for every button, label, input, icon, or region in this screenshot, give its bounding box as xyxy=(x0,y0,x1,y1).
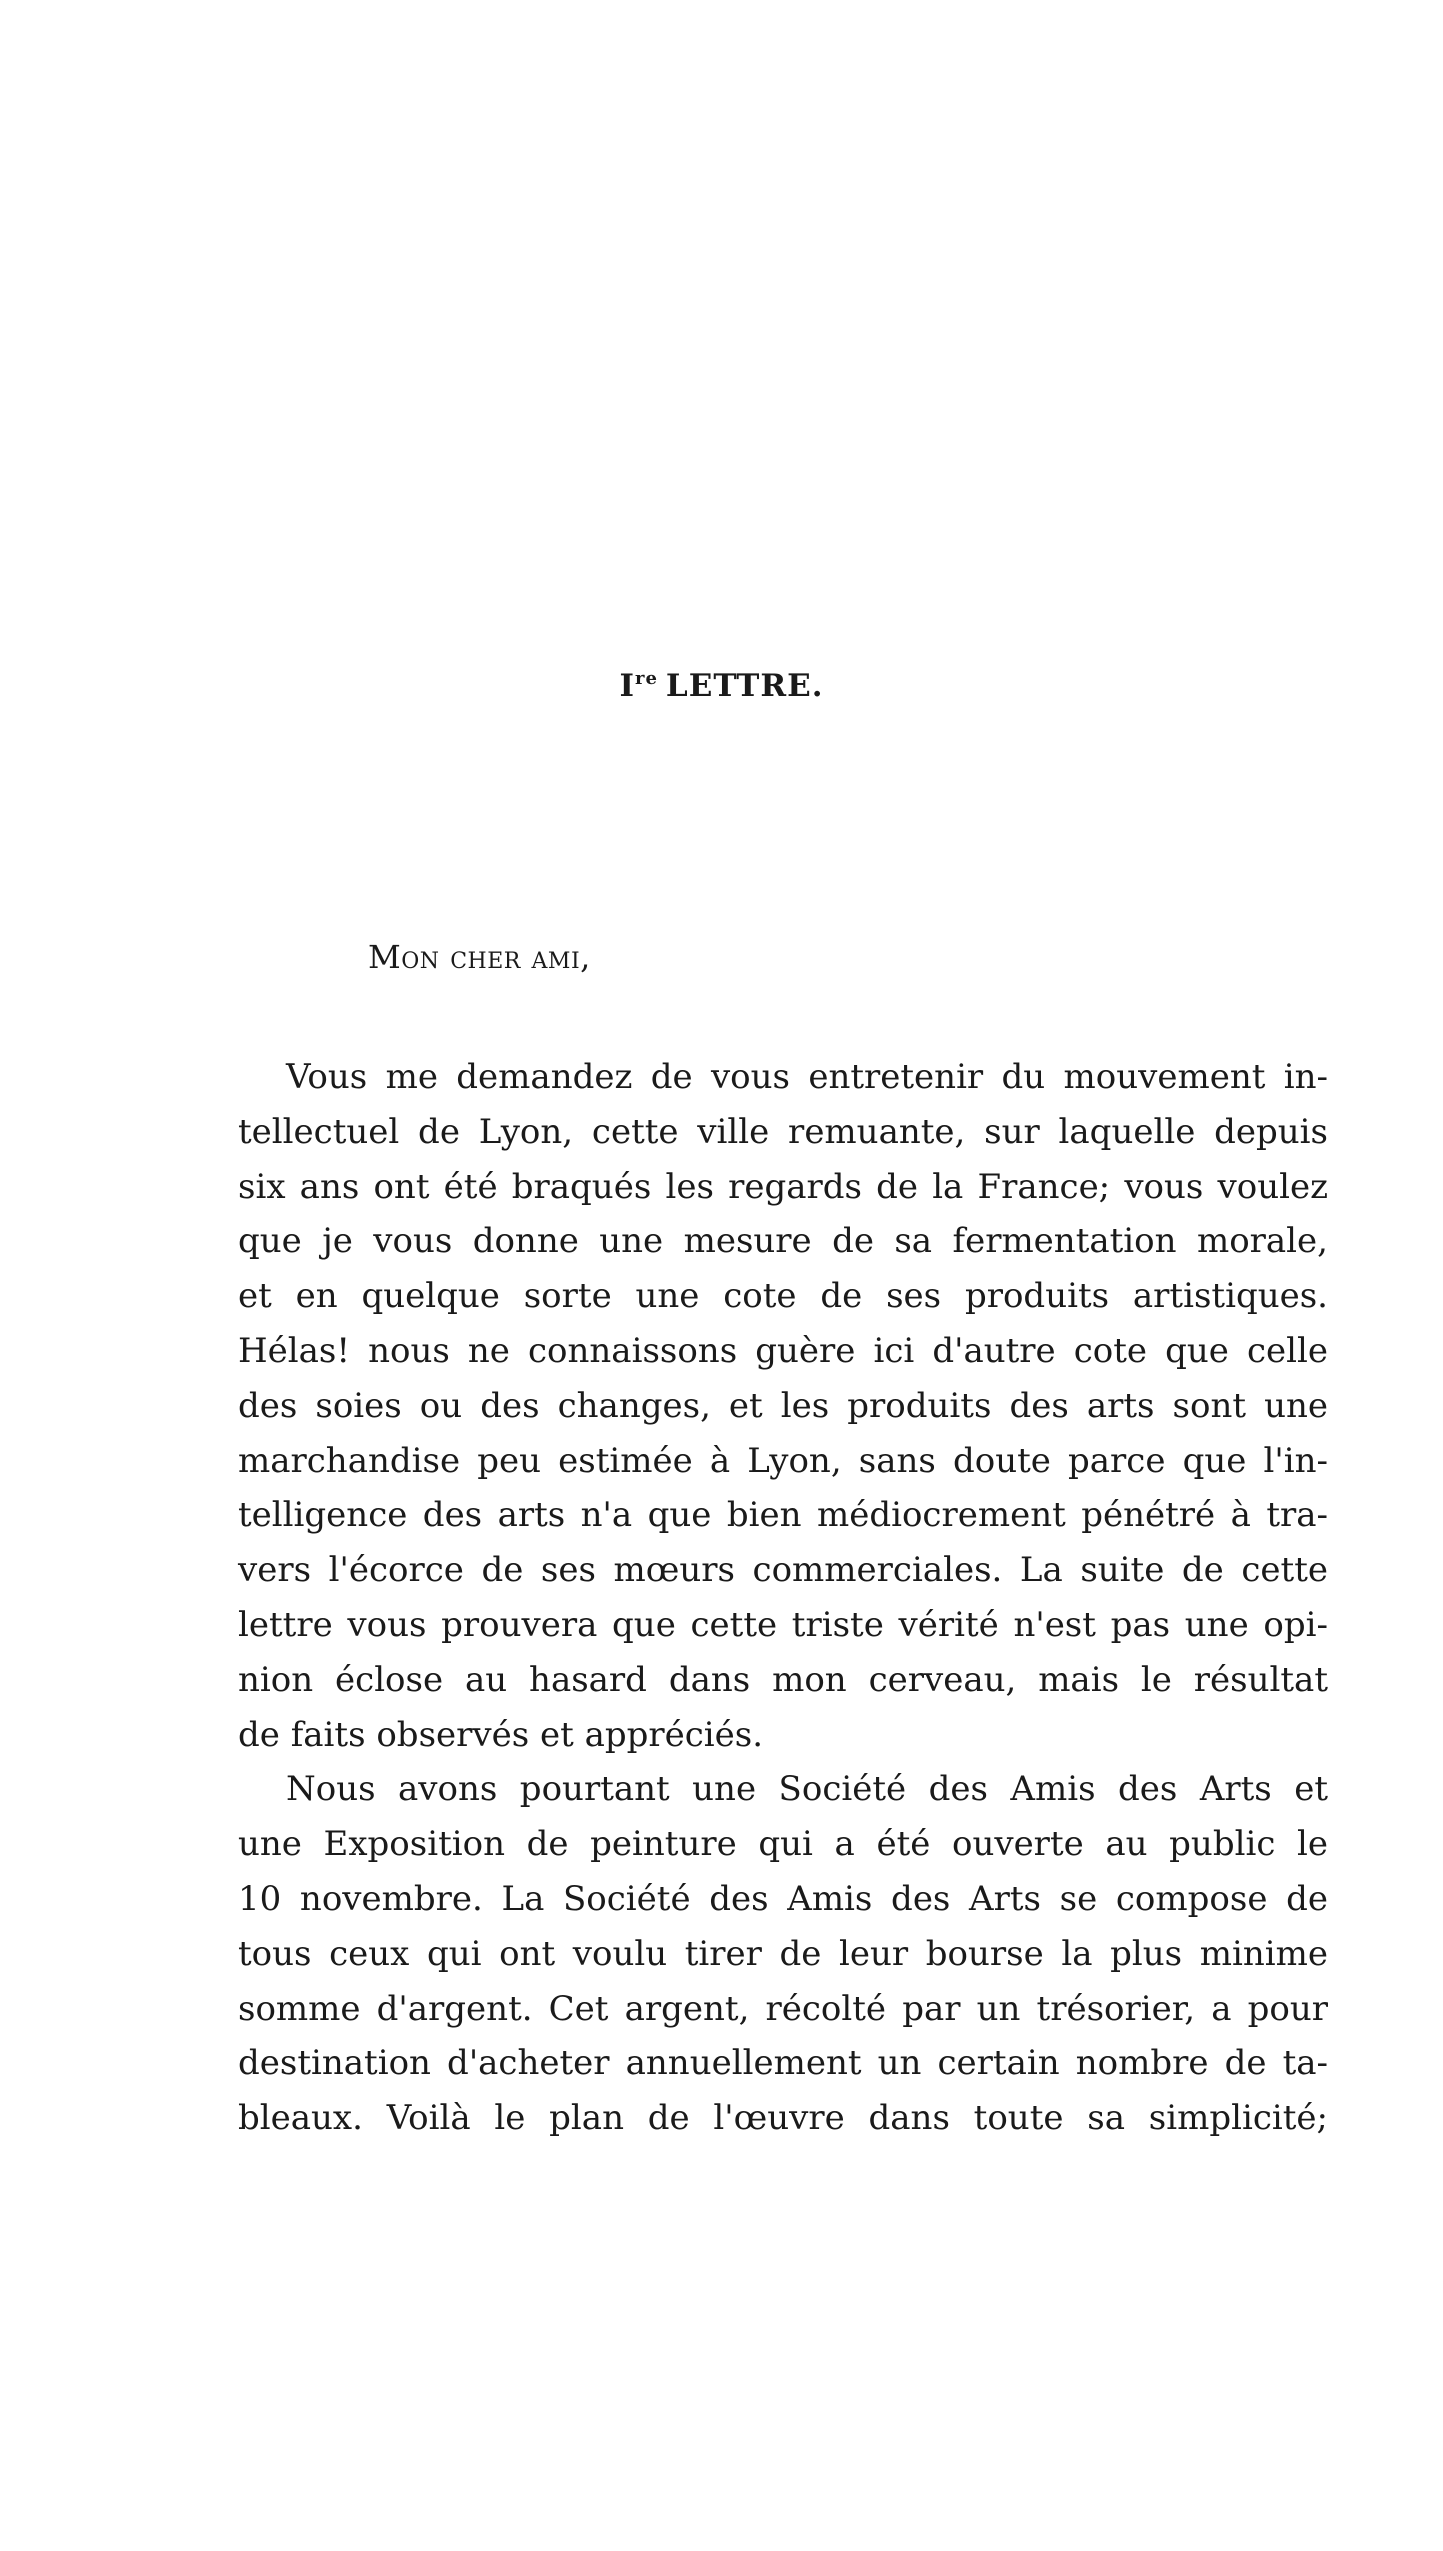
text-line: et en quelque sorte une cote de ses produits artistiques. xyxy=(238,1276,1328,1317)
text-line: telligence des arts n'a que bien médiocrement pénétré à tra- xyxy=(238,1495,1328,1536)
text-line: vers l'écorce de ses mœurs commerciales. La suite de cette xyxy=(238,1550,1328,1591)
text-line: lettre vous prouvera que cette triste vérité n'est pas une opi- xyxy=(238,1604,1328,1645)
heading-number: I xyxy=(619,668,635,704)
heading-ordinal-suffix: re xyxy=(634,668,658,689)
text-line: bleaux. Voilà le plan de l'œuvre dans toute sa simplicité; xyxy=(238,2098,1328,2139)
text-line: marchandise peu estimée à Lyon, sans doute parce que l'in- xyxy=(238,1440,1328,1481)
text-line: que je vous donne une mesure de sa fermentation morale, xyxy=(238,1221,1328,1262)
salutation-text: Mon cher ami, xyxy=(368,938,591,976)
text-line: six ans ont été braqués les regards de la France; vous voulez xyxy=(238,1166,1328,1207)
text-line: tous ceux qui ont voulu tirer de leur bourse la plus minime xyxy=(238,1933,1328,1974)
text-line: nion éclose au hasard dans mon cerveau, mais le résultat xyxy=(238,1659,1328,1700)
paragraph-2 xyxy=(238,1762,1328,2146)
text-line: des soies ou des changes, et les produits des arts sont une xyxy=(238,1385,1328,1426)
text-line: Nous avons pourtant une Société des Amis des Arts et xyxy=(286,1769,1328,1810)
text-line: une Exposition de peinture qui a été ouverte au public le xyxy=(238,1824,1328,1865)
salutation xyxy=(368,938,591,976)
text-line: de faits observés et appréciés. xyxy=(238,1714,764,1755)
text-line: 10 novembre. La Société des Amis des Arts se compose de xyxy=(238,1878,1328,1919)
text-line: tellectuel de Lyon, cette ville remuante, sur laquelle depuis xyxy=(238,1111,1328,1152)
text-line: Vous me demandez de vous entretenir du mouvement in- xyxy=(286,1057,1328,1097)
letter-heading xyxy=(0,668,1443,704)
paragraph-1 xyxy=(238,1050,1328,1762)
text-line: somme d'argent. Cet argent, récolté par un trésorier, a pour xyxy=(238,1988,1328,2029)
heading-word: LETTRE. xyxy=(665,668,824,704)
text-line: destination d'acheter annuellement un certain nombre de ta- xyxy=(238,2043,1328,2084)
text-line: Hélas! nous ne connaissons guère ici d'autre cote que celle xyxy=(238,1330,1328,1371)
letter-body xyxy=(238,1050,1328,2146)
